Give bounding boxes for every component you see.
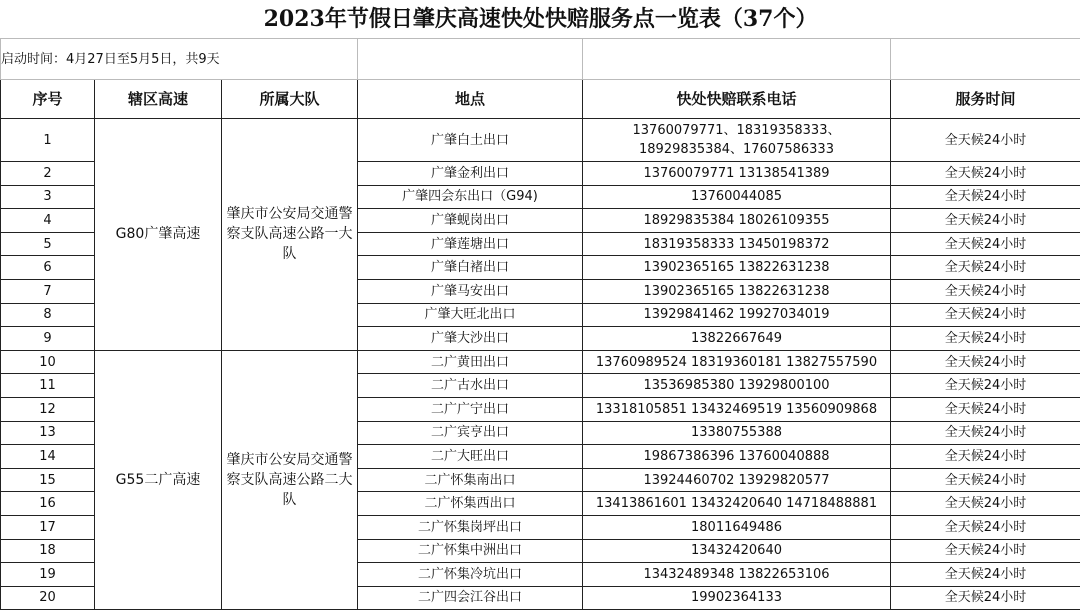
seq-cell: 5 [1,232,95,256]
phone-cell: 13902365165 13822631238 [583,256,891,280]
empty-cell [358,39,583,80]
phone-cell: 13413861601 13432420640 14718488881 [583,492,891,516]
seq-cell: 15 [1,468,95,492]
phone-cell: 13432420640 [583,539,891,563]
phone-cell: 13760079771、18319358333、18929835384、17607586333 [583,119,891,162]
phone-cell: 13760989524 18319360181 13827557590 [583,350,891,374]
empty-cell [583,39,891,80]
location-cell: 二广广宁出口 [358,397,583,421]
phone-cell: 13924460702 13929820577 [583,468,891,492]
seq-cell: 8 [1,303,95,327]
header-phone: 快处快赔联系电话 [583,80,891,119]
location-cell: 二广怀集中洲出口 [358,539,583,563]
phone-cell: 13318105851 13432469519 13560909868 [583,397,891,421]
brigade-cell: 肇庆市公安局交通警察支队高速公路二大队 [222,350,358,610]
service-time-cell: 全天候24小时 [891,350,1080,374]
phone-cell: 13760044085 [583,185,891,209]
location-cell: 二广古水出口 [358,374,583,398]
service-time-cell: 全天候24小时 [891,563,1080,587]
service-time-cell: 全天候24小时 [891,327,1080,351]
phone-cell: 19867386396 13760040888 [583,445,891,469]
location-cell: 广肇白褚出口 [358,256,583,280]
phone-cell: 13822667649 [583,327,891,351]
service-time-cell: 全天候24小时 [891,119,1080,162]
location-cell: 广肇金利出口 [358,162,583,186]
seq-cell: 16 [1,492,95,516]
service-time-cell: 全天候24小时 [891,303,1080,327]
phone-cell: 19902364133 [583,586,891,610]
service-time-cell: 全天候24小时 [891,209,1080,233]
location-cell: 广肇莲塘出口 [358,232,583,256]
location-cell: 二广宾亨出口 [358,421,583,445]
highway-cell: G55二广高速 [95,350,222,610]
seq-cell: 17 [1,515,95,539]
header-service: 服务时间 [891,80,1080,119]
phone-cell: 13432489348 13822653106 [583,563,891,587]
seq-cell: 20 [1,586,95,610]
page-title: 2023年节假日肇庆高速快处快赔服务点一览表（37个） [1,0,1080,39]
seq-cell: 12 [1,397,95,421]
header-highway: 辖区高速 [95,80,222,119]
seq-cell: 11 [1,374,95,398]
seq-cell: 1 [1,119,95,162]
service-time-cell: 全天候24小时 [891,279,1080,303]
header-brigade: 所属大队 [222,80,358,119]
seq-cell: 3 [1,185,95,209]
service-time-cell: 全天候24小时 [891,539,1080,563]
location-cell: 二广怀集南出口 [358,468,583,492]
location-cell: 二广怀集冷坑出口 [358,563,583,587]
service-time-cell: 全天候24小时 [891,256,1080,280]
service-time-cell: 全天候24小时 [891,185,1080,209]
seq-cell: 14 [1,445,95,469]
phone-cell: 13536985380 13929800100 [583,374,891,398]
seq-cell: 2 [1,162,95,186]
service-time-cell: 全天候24小时 [891,162,1080,186]
phone-cell: 13380755388 [583,421,891,445]
location-cell: 二广大旺出口 [358,445,583,469]
seq-cell: 7 [1,279,95,303]
phone-cell: 13902365165 13822631238 [583,279,891,303]
service-time-cell: 全天候24小时 [891,468,1080,492]
location-cell: 广肇蚬岗出口 [358,209,583,233]
service-time-cell: 全天候24小时 [891,492,1080,516]
header-row [1,80,1080,119]
highway-cell: G80广肇高速 [95,119,222,351]
location-cell: 广肇马安出口 [358,279,583,303]
seq-cell: 10 [1,350,95,374]
service-time-cell: 全天候24小时 [891,397,1080,421]
location-cell: 二广黄田出口 [358,350,583,374]
seq-cell: 9 [1,327,95,351]
phone-cell: 18011649486 [583,515,891,539]
location-cell: 广肇四会东出口（G94) [358,185,583,209]
service-time-cell: 全天候24小时 [891,586,1080,610]
phone-cell: 18319358333 13450198372 [583,232,891,256]
table-row [1,119,1080,162]
location-cell: 二广怀集岗坪出口 [358,515,583,539]
header-seq: 序号 [1,80,95,119]
location-cell: 二广四会江谷出口 [358,586,583,610]
seq-cell: 4 [1,209,95,233]
table-row [1,350,1080,374]
service-time-cell: 全天候24小时 [891,421,1080,445]
seq-cell: 18 [1,539,95,563]
service-time-cell: 全天候24小时 [891,515,1080,539]
location-cell: 广肇白土出口 [358,119,583,162]
location-cell: 二广怀集西出口 [358,492,583,516]
seq-cell: 6 [1,256,95,280]
service-time-cell: 全天候24小时 [891,374,1080,398]
start-time-note: 启动时间：4月27日至5月5日，共9天 [1,39,358,80]
header-location: 地点 [358,80,583,119]
phone-cell: 13760079771 13138541389 [583,162,891,186]
phone-cell: 13929841462 19927034019 [583,303,891,327]
phone-cell: 18929835384 18026109355 [583,209,891,233]
location-cell: 广肇大沙出口 [358,327,583,351]
seq-cell: 19 [1,563,95,587]
brigade-cell: 肇庆市公安局交通警察支队高速公路一大队 [222,119,358,351]
service-time-cell: 全天候24小时 [891,445,1080,469]
empty-cell [891,39,1080,80]
service-time-cell: 全天候24小时 [891,232,1080,256]
location-cell: 广肇大旺北出口 [358,303,583,327]
seq-cell: 13 [1,421,95,445]
